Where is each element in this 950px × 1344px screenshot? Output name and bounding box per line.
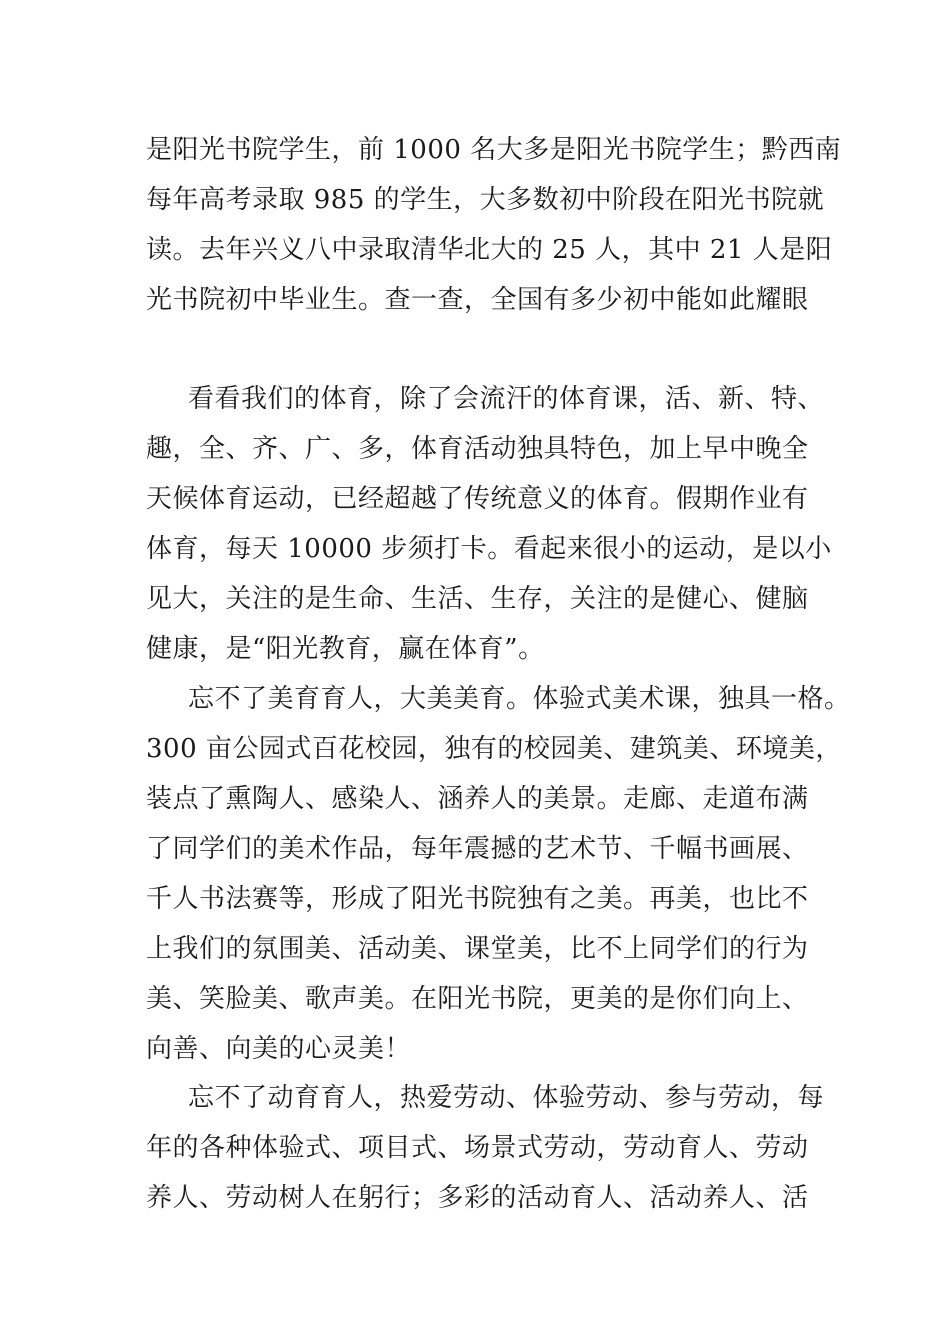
text-line: 忘不了美育育人，大美美育。体验式美术课，独具一格。 <box>188 684 851 714</box>
text-line: 300 亩公园式百花校园，独有的校园美、建筑美、环境美， <box>146 734 842 764</box>
text-line: 忘不了动育育人，热爱劳动、体验劳动、参与劳动，每 <box>188 1083 825 1113</box>
text-line: 美、笑脸美、歌声美。在阳光书院，更美的是你们向上、 <box>146 984 809 1014</box>
text-line: 体育，每天 10000 步须打卡。看起来很小的运动，是以小 <box>146 534 832 564</box>
paragraph-sports <box>146 374 832 674</box>
paragraph-top-ranking <box>146 125 842 325</box>
text-line: 装点了熏陶人、感染人、涵养人的美景。走廊、走道布满 <box>146 784 809 814</box>
text-line: 健康，是“阳光教育，赢在体育”。 <box>146 634 545 664</box>
text-line: 每年高考录取 985 的学生，大多数初中阶段在阳光书院就 <box>146 185 825 215</box>
text-line: 光书院初中毕业生。查一查，全国有多少初中能如此耀眼 <box>146 285 809 315</box>
text-line: 见大，关注的是生命、生活、生存，关注的是健心、健脑 <box>146 584 809 614</box>
text-line: 是阳光书院学生，前 1000 名大多是阳光书院学生；黔西南 <box>146 135 842 165</box>
text-line: 向善、向美的心灵美！ <box>146 1034 412 1064</box>
text-line: 趣，全、齐、广、多，体育活动独具特色，加上早中晚全 <box>146 434 809 464</box>
text-line: 读。去年兴义八中录取清华北大的 25 人，其中 21 人是阳 <box>146 235 833 265</box>
text-line: 年的各种体验式、项目式、场景式劳动，劳动育人、劳动 <box>146 1133 809 1163</box>
text-line: 看看我们的体育，除了会流汗的体育课，活、新、特、 <box>188 384 825 414</box>
text-line: 千人书法赛等，形成了阳光书院独有之美。再美，也比不 <box>146 884 809 914</box>
text-line: 上我们的氛围美、活动美、课堂美，比不上同学们的行为 <box>146 934 809 964</box>
text-line: 天候体育运动，已经超越了传统意义的体育。假期作业有 <box>146 484 809 514</box>
text-line: 了同学们的美术作品，每年震撼的艺术节、千幅书画展、 <box>146 834 809 864</box>
paragraph-labor <box>146 1073 826 1223</box>
text-line: 养人、劳动树人在躬行；多彩的活动育人、活动养人、活 <box>146 1183 809 1213</box>
paragraph-aesthetics <box>146 674 851 1074</box>
